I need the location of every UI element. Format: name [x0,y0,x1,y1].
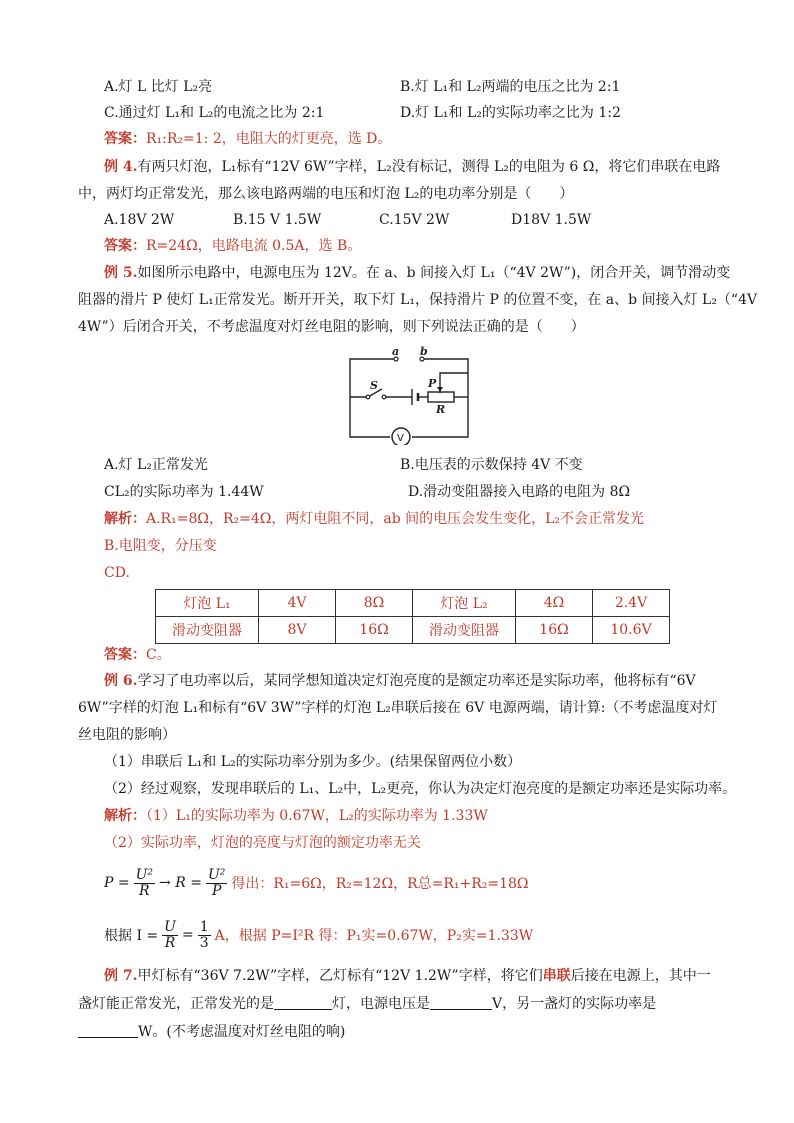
q3-option-b: B.灯 L₁和 L₂两端的电压之比为 2:1 [400,79,621,95]
ex4-option-a: A.18V 2W [104,212,175,228]
analysis-label: 解析： [104,808,146,824]
ex6-analysis1 [104,806,488,826]
analysis-text: A.R₁=8Ω，R₂=4Ω，两灯电阻不同，ab 间的电压会发生变化，L₂不会正常发光 [146,511,645,527]
table-cell: 4V [259,590,336,617]
answer-text: C。 [146,647,171,663]
table-cell: 滑动变阻器 [156,617,259,644]
formula-arrow: → R = [159,875,202,891]
ex6-label: 例 6. [104,673,138,689]
formula-result: 得出：R₁=6Ω，R₂=12Ω，R总=R₁+R₂=18Ω [231,876,529,892]
ex7-text: 后接在电源上，其中一 [570,968,711,984]
blank-power[interactable] [78,1023,138,1038]
formula-head: 根据 I = [104,928,159,944]
circuit-diagram [340,345,475,445]
label-s: S [370,379,378,392]
table-cell: 8Ω [336,590,413,617]
label-p: P [428,377,437,390]
fraction: $\frac{\text{U²}}{P}$ [207,866,226,899]
q3-option-a: A.灯 L 比灯 L₂亮 [104,79,213,95]
ex6-text1: 学习了电功率以后，某同学想知道决定灯泡亮度的是额定功率还是实际功率，他将标有“6V [137,673,696,689]
data-table [155,589,670,644]
formula-result: A，根据 P=I²R 得：P₁实=0.67W，P₂实=1.33W [214,928,534,944]
ex6-line3: 丝电阻的影响） [78,727,176,743]
ex4-option-c: C.15V 2W [379,212,450,228]
formula-eq: = [181,927,194,943]
q3-option-c: C.通过灯 L₁和 L₂的电流之比为 2:1 [104,105,325,121]
ex5-option-b: B.电压表的示数保持 4V 不变 [400,457,583,473]
q3-answer [104,129,391,149]
table-cell: 2.4V [593,590,670,617]
ex7-text: W。(不考虑温度对灯丝电阻的响) [138,1024,346,1040]
fraction: $\frac{U}{R}$ [164,918,176,951]
table-cell: 10.6V [593,617,670,644]
blank-voltage[interactable] [430,995,492,1010]
formula-resistance [104,860,529,906]
table-cell: 8V [259,617,336,644]
fraction: $\frac{1}{3}$ [199,918,209,951]
ex5-analysis1 [104,509,644,529]
ex7-line2 [78,994,656,1014]
ex5-analysis2: B.电阻变，分压变 [104,538,217,554]
blank-lamp[interactable] [274,995,332,1010]
ex4-option-b: B.15 V 1.5W [233,212,322,228]
formula-p: P = [104,875,130,891]
ex5-text1: 如图所示电路中，电源电压为 12V。在 a、b 间接入灯 L₁（“4V 2W”)，闭合开关，调节滑动变 [137,265,731,281]
answer-label: 答案： [104,238,146,254]
ex7-highlight: 串联 [542,968,571,984]
table-row [156,590,670,617]
ex4-line1 [104,157,720,177]
ex6-analysis2: （2）实际功率，灯泡的亮度与灯泡的额定功率无关 [104,835,421,851]
answer-label: 答案： [104,647,146,663]
ex5-line2: 阻器的滑片 P 使灯 L₁正常发光。断开开关，取下灯 L₁，保持滑片 P 的位置不变，在 a、b 间接入灯 L₂（“4V [78,292,758,308]
ex5-option-a: A.灯 L₂正常发光 [104,457,208,473]
ex7-line1 [104,966,711,986]
answer-label: 答案： [104,131,146,147]
ex7-text: 盏灯能正常发光，正常发光的是 [78,996,274,1012]
answer-text: R₁:R₂=1: 2，电阻大的灯更亮，选 D。 [146,131,392,147]
ex4-answer [104,236,361,256]
label-v: V [397,433,404,444]
ex7-line3 [78,1022,345,1042]
ex7-text: V，另一盏灯的实际功率是 [492,996,657,1012]
table-cell: 16Ω [336,617,413,644]
ex4-line2: 中，两灯均正常发光，那么该电路两端的电压和灯泡 L₂的电功率分别是（ ） [78,186,574,202]
ex5-line1 [104,263,730,283]
ex6-q2: （2）经过观察，发现串联后的 L₁、L₂中，L₂更亮，你认为决定灯泡亮度的是额定功率还是实际功率。 [104,781,737,797]
ex5-analysis3: CD. [104,565,130,581]
table-cell: 滑动变阻器 [413,617,516,644]
table-cell: 灯泡 L₂ [413,590,516,617]
table-cell: 16Ω [516,617,593,644]
ex7-label: 例 7. [104,968,138,984]
label-r: R [436,403,446,416]
formula-current [104,912,533,958]
table-cell: 灯泡 L₁ [156,590,259,617]
ex5-option-c: CL₂的实际功率为 1.44W [104,484,264,500]
ex4-option-d: D18V 1.5W [511,212,592,228]
analysis-text: （1）L₁的实际功率为 0.67W，L₂的实际功率为 1.33W [146,808,488,824]
fraction: $\frac{\text{U²}}{R}$ [135,866,154,899]
ex5-option-d: D.滑动变阻器接入电路的电阻为 8Ω [408,484,631,500]
table-row [156,617,670,644]
ex6-line2: 6W”字样的灯泡 L₁和标有“6V 3W”字样的灯泡 L₂串联后接在 6V 电源两端，请计算:（不考虑温度对灯 [78,700,718,716]
ex7-text: 灯，电源电压是 [332,996,430,1012]
answer-text: R=24Ω，电路电流 0.5A，选 B。 [146,238,362,254]
ex6-q1: （1）串联后 L₁和 L₂的实际功率分别为多少。(结果保留两位小数） [104,754,522,770]
ex7-text: 甲灯标有“36V 7.2W”字样，乙灯标有“12V 1.2W”字样，将它们 [137,968,543,984]
ex5-line3: 4W”）后闭合开关，不考虑温度对灯丝电阻的影响，则下列说法正确的是（ ） [78,319,585,335]
analysis-label: 解析： [104,511,146,527]
table-cell: 4Ω [516,590,593,617]
ex6-line1 [104,671,696,691]
ex4-text1: 有两只灯泡，L₁标有“12V 6W”字样，L₂没有标记，测得 L₂的电阻为 6 Ω，将它们串联在电路 [137,159,721,175]
ex5-label: 例 5. [104,265,138,281]
label-b: b [420,345,428,358]
ex4-label: 例 4. [104,159,138,175]
q3-option-d: D.灯 L₁和 L₂的实际功率之比为 1:2 [400,105,621,121]
label-a: a [392,345,400,358]
ex5-answer [104,645,171,665]
